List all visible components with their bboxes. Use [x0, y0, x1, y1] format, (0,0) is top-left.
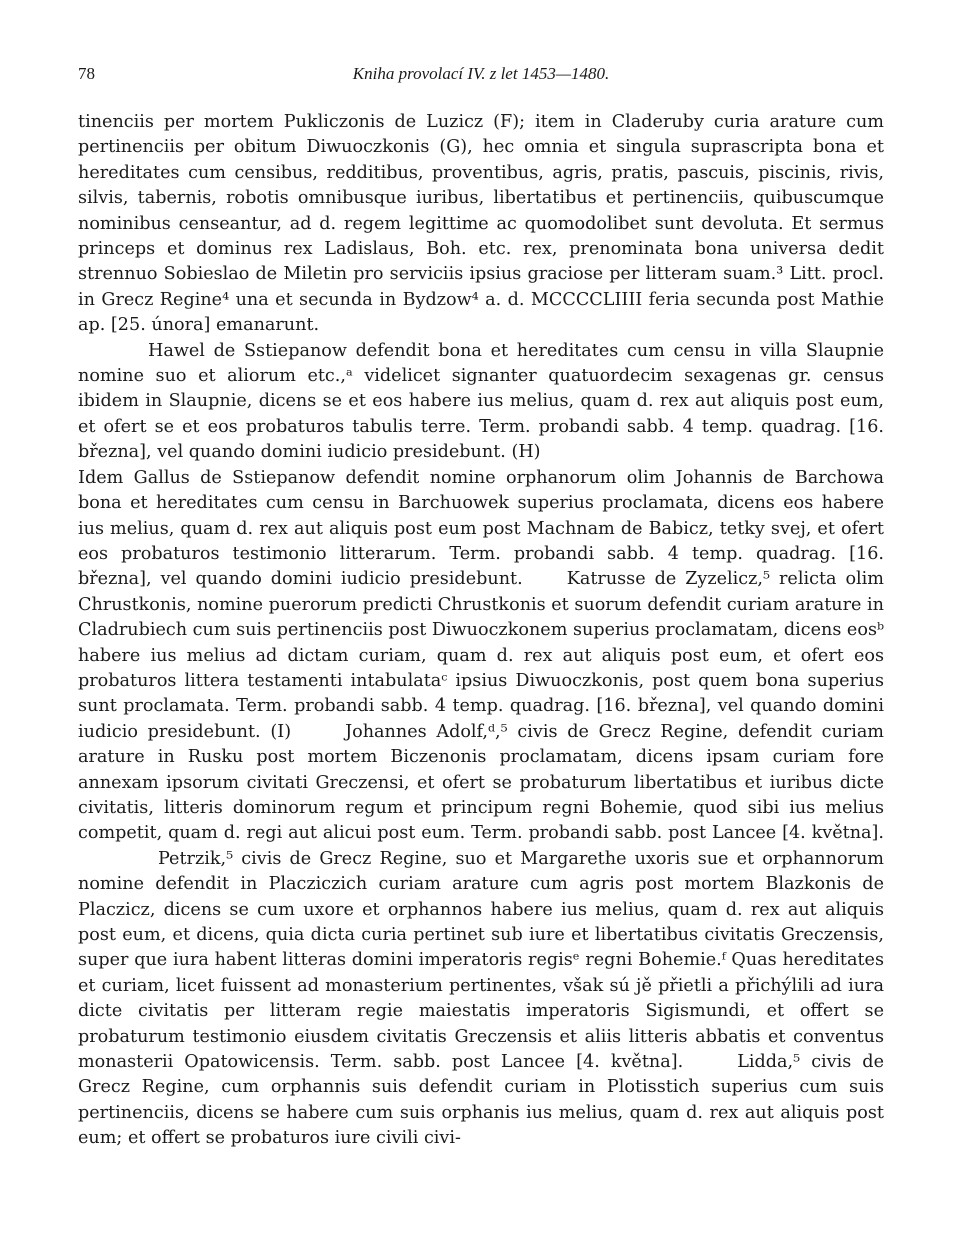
paragraph-6: Lidda,⁵ civis de Grecz Regine, cum orphannis suis defendit curiam in Plotisstich superius cum suis pertinenciis, dicens se habere cum suis orphanis ius melius, quam d. rex aut aliquis post eum; et offert se probaturos iure civili civi-: [78, 1052, 884, 1149]
paragraph-3-part-b: Katrusse de Zyzelicz,⁵ relicta olim Chrustkonis, nomine puerorum predicti Chrustkonis et suorum defendit curiam arature in Cladrubiech cum suis pertinenciis post Diwuoczkonem superius proclamatam, dicens eosᵇ habere ius melius ad dictam curiam, quam d. rex aut aliquis post eum, et ofert eos probaturos littera testamenti intabulataᶜ ipsius Diwuoczkonis, post quem bona superius sunt proclamata. Term. probandi sabb. 4 temp. quadrag. [16. března], vel quando domini iudicio presidebunt. (I): [78, 569, 885, 742]
running-title: Kniha provolací IV. z let 1453—1480.: [352, 64, 610, 83]
paragraph-5: Petrzik,⁵ civis de Grecz Regine, suo et Margarethe uxoris sue et orphannorum nomine defendit in Placziczich curiam arature cum agris post mortem Blazkonis de Placzicz, dicens se cum uxore et orphannos habere ius melius, quam d. rex aut aliquis post eum, et dicens, quia dicta curia pertinet sub iure et libertatibus civitatis Greczensis, super que iura habent litteras domini imperatoris regisᵉ regni Bohemie.ᶠ Quas hereditates et curiam, licet fuissent ad monasterium pertinentes, však sú jě přietli a přichýlili ad iura dicte civitatis per litteram regie maiestatis imperatoris Sigismundi, et offert se probaturum testimonio eiusdem civitatis Greczensis et aliis litteris abbatis et conventus monasterii Opatowicensis. Term. sabb. post Lancee [4. května].: [78, 848, 884, 1073]
body-text: [78, 110, 884, 1152]
paragraph-4: Johannes Adolf,ᵈ,⁵ civis de Grecz Regine, defendit curiam arature in Rusku post mortem Biczenonis proclamatam, dicens ipsam curiam fore annexam ipsorum civitati Greczensi, et ofert se probaturum libertatibus et iuribus dicte civitatis, litteris dominorum regum et principum regni Bohemie, quod sibi ius melius competit, quam d. regi aut alicui post eum. Term. probandi sabb. post Lancee [4. května].: [78, 721, 884, 844]
paragraph-1: tinenciis per mortem Pukliczonis de Luzicz (F); item in Claderuby curia arature cum pertinenciis per obitum Diwuoczkonis (G), hec omnia et singula suprascripta bona et hereditates cum censibus, redditibus, proventibus, agris, pratis, pascuis, piscinis, rivis, silvis, tabernis, robotis omnibusque iuribus, libertatibus et pertinenciis, quibuscumque nominibus censeantur, ad d. regem legittime ac quomodolibet sunt devoluta. Et sermus princeps et dominus rex Ladislaus, Boh. etc. rex, prenominata bona universa dedit strennuo Sobieslao de Miletin pro serviciis ipsius graciose per litteram suam.³ Litt. procl. in Grecz Regine⁴ una et secunda in Bydzow⁴ a. d. MCCCCLIIII feria secunda post Mathie ap. [25. února] emanarunt.: [78, 112, 884, 336]
paragraph-3: [78, 466, 884, 1152]
document-page: [78, 64, 884, 1152]
running-head: [78, 64, 884, 88]
page-number: 78: [78, 64, 95, 83]
paragraph-2: Hawel de Sstiepanow defendit bona et hereditates cum censu in villa Slaupnie nomine suo et aliorum etc.,ᵃ videlicet signanter quatuordecim sexagenas gr. census ibidem in Slaupnie, dicens se et eos habere ius melius, quam d. rex aut aliquis post eum, et ofert se et eos probaturos tabulis terre. Term. probandi sabb. 4 temp. quadrag. [16. března], vel quando domini iudicio presidebunt. (H): [78, 340, 884, 463]
paragraph-3-part-a: Idem Gallus de Sstiepanow defendit nomine orphanorum olim Johannis de Barchowa bona et hereditates cum censu in Barchuowek superius proclamata, dicens eos habere ius melius, quam d. rex aut aliquis post eum post Machnam de Babicz, tetky svej, et ofert eos probaturos testimonio litterarum. Term. probandi sabb. 4 temp. quadrag. [16. března], vel quando domini iudicio presidebunt.: [78, 467, 884, 590]
